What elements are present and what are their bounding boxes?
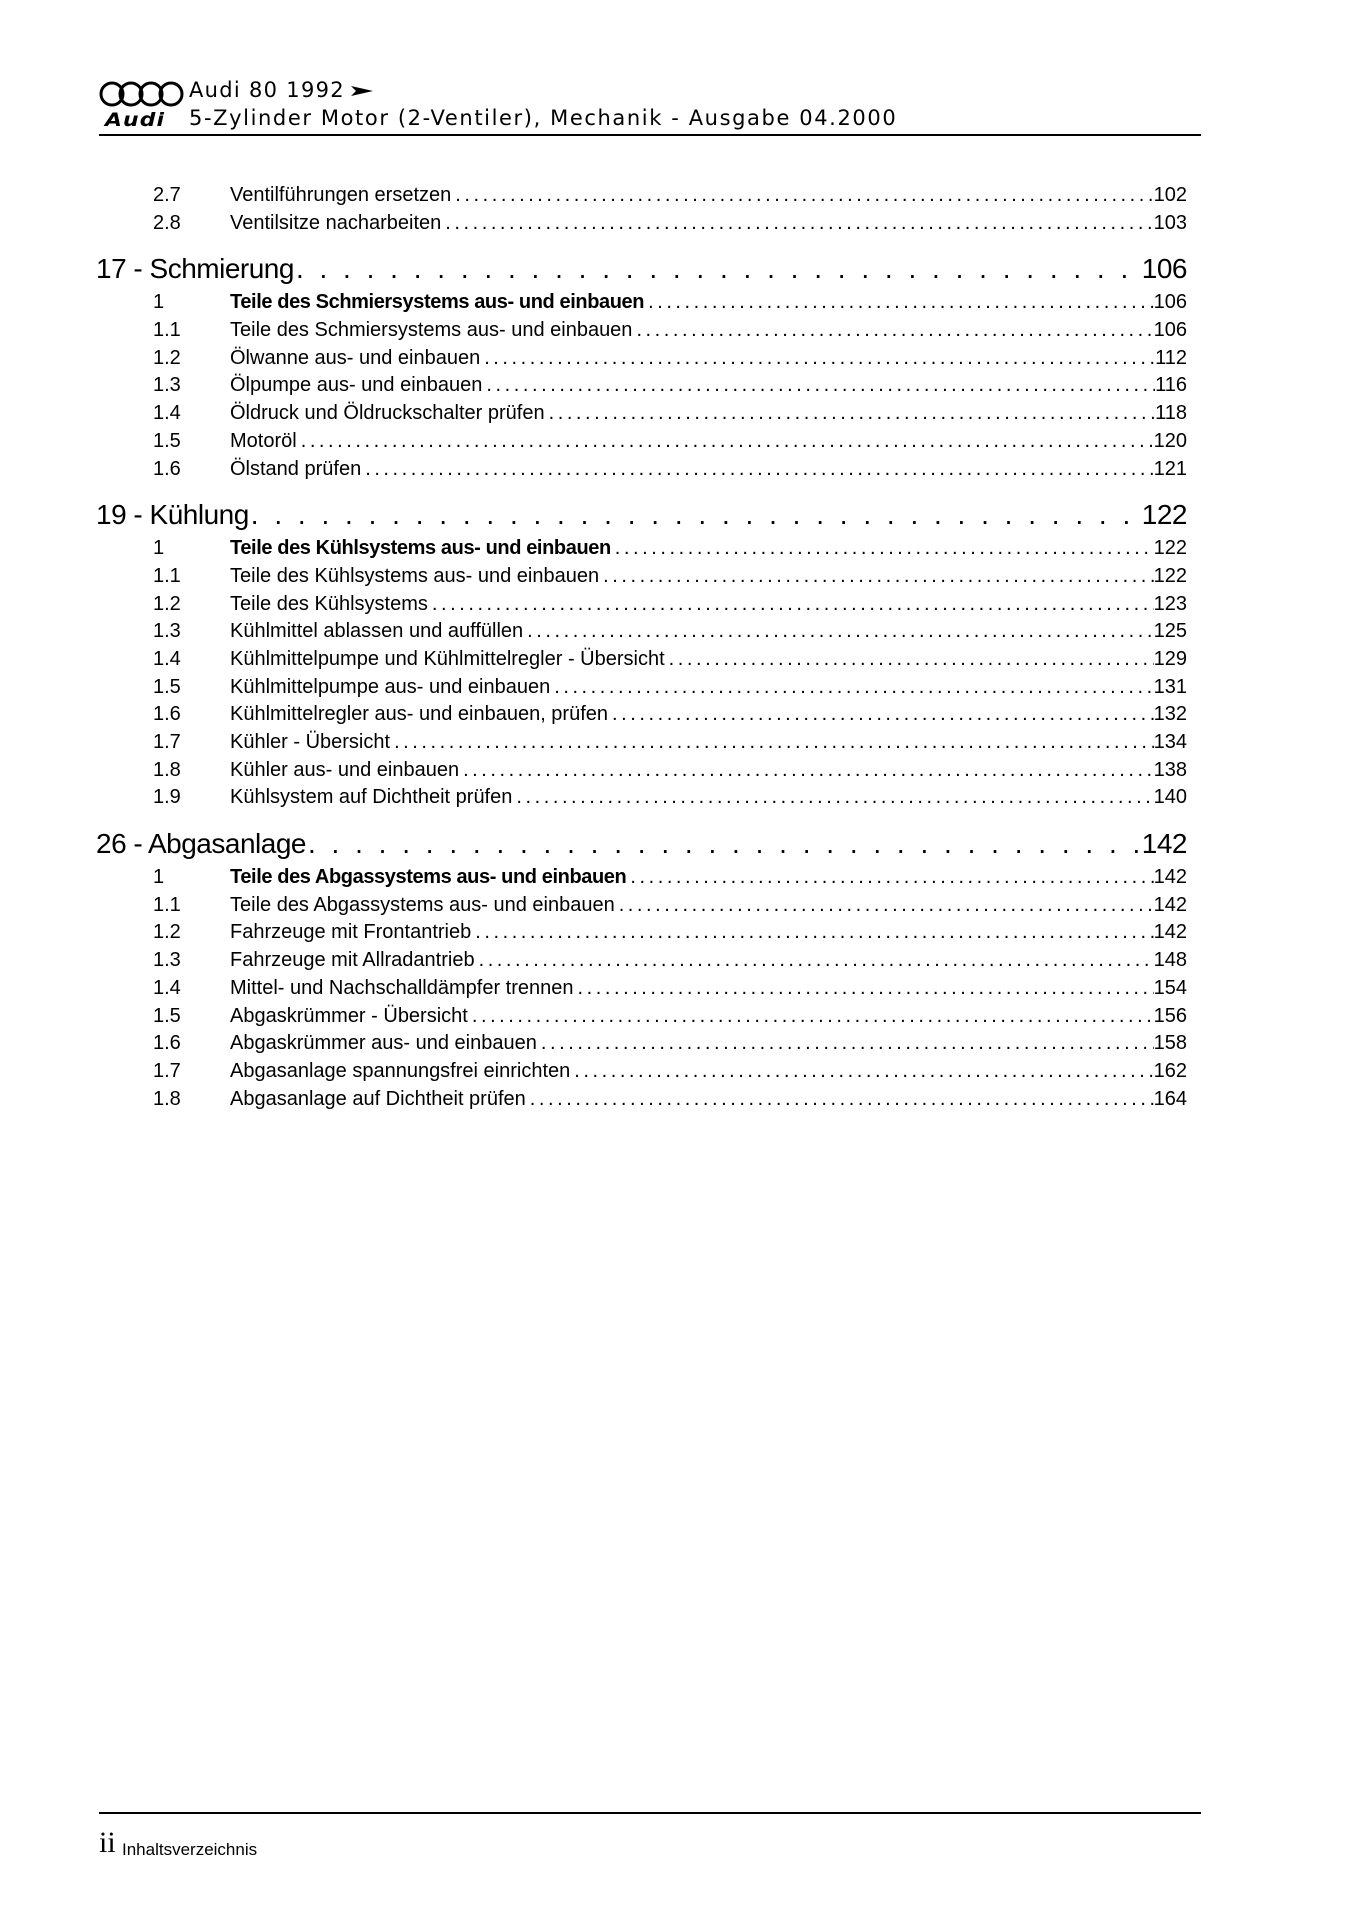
toc-entry[interactable] — [96, 374, 1187, 402]
toc-entry-title: Ölstand prüfen — [230, 457, 362, 480]
toc-entry-title: Kühlmittelpumpe aus- und einbauen — [230, 675, 551, 698]
toc-entry-number: 1.2 — [153, 346, 181, 369]
toc-page-number: 102 — [1153, 184, 1187, 206]
toc-entry-number: 1.3 — [153, 949, 181, 972]
dot-leader — [630, 866, 1153, 889]
table-of-contents — [96, 184, 1187, 1115]
toc-entry-number: 1.1 — [153, 319, 181, 342]
toc-entry[interactable] — [96, 402, 1187, 430]
dot-leader — [530, 1088, 1154, 1111]
toc-entry[interactable] — [96, 430, 1187, 458]
toc-entry-title: Teile des Abgassystems aus- und einbauen — [230, 866, 627, 889]
toc-entry-number: 1.3 — [153, 620, 181, 643]
toc-entry[interactable] — [96, 291, 1187, 319]
toc-chapter[interactable] — [96, 493, 1187, 537]
toc-entry-title: Fahrzeuge mit Frontantrieb — [230, 921, 472, 944]
toc-entry-number: 1.8 — [153, 758, 181, 781]
toc-page-number: 132 — [1153, 703, 1187, 726]
toc-entry-number: 1.5 — [153, 675, 181, 698]
toc-entry-title: Ölpumpe aus- und einbauen — [230, 374, 483, 397]
toc-page-number: 142 — [1153, 921, 1187, 944]
toc-entry[interactable] — [96, 703, 1187, 731]
page-header — [99, 78, 1201, 136]
toc-entry-number: 1 — [153, 291, 165, 314]
toc-entry[interactable] — [96, 1088, 1187, 1116]
toc-page-number: 106 — [1153, 319, 1187, 342]
toc-page-number: 103 — [1153, 211, 1187, 234]
toc-entry-title: Motoröl — [230, 429, 297, 452]
toc-entry[interactable] — [96, 759, 1187, 787]
toc-entry[interactable] — [96, 676, 1187, 704]
toc-chapter[interactable] — [96, 247, 1187, 291]
toc-entry-number: 1.4 — [153, 976, 181, 999]
dot-leader — [296, 253, 1142, 285]
dot-leader — [475, 921, 1153, 944]
toc-entry-title: Teile des Schmiersystems aus- und einbauen — [230, 291, 645, 314]
dot-leader — [574, 1060, 1153, 1083]
toc-entry[interactable] — [96, 184, 1187, 212]
audi-rings-logo — [99, 80, 185, 108]
toc-entry-title: Ventilführungen ersetzen — [230, 184, 452, 206]
toc-entry-number: 1.3 — [153, 374, 181, 397]
document-title-text: Audi 80 1992 — [189, 78, 345, 102]
toc-entry[interactable] — [96, 347, 1187, 375]
toc-entry-title: Öldruck und Öldruckschalter prüfen — [230, 402, 545, 425]
toc-entry[interactable] — [96, 319, 1187, 347]
toc-page-number: 138 — [1153, 758, 1187, 781]
toc-entry-number: 1.7 — [153, 1059, 181, 1082]
dot-leader — [394, 731, 1154, 754]
toc-page-number: 125 — [1153, 620, 1187, 643]
dot-leader — [251, 499, 1142, 531]
toc-entry[interactable] — [96, 1005, 1187, 1033]
dot-leader — [578, 977, 1154, 1000]
toc-entry-title: Teile des Kühlsystems — [230, 592, 428, 615]
toc-entry-number: 1.2 — [153, 921, 181, 944]
toc-entry-number: 1.7 — [153, 731, 181, 753]
footer-label: Inhaltsverzeichnis — [122, 1840, 258, 1859]
toc-entry-title: Abgaskrümmer aus- und einbauen — [230, 1032, 537, 1055]
toc-entry-number: 1.2 — [153, 592, 181, 615]
toc-page-number: 162 — [1153, 1059, 1187, 1082]
toc-entry-number: 1.9 — [153, 786, 181, 809]
toc-page-number: 106 — [1153, 291, 1187, 314]
toc-entry-title: Kühler - Übersicht — [230, 731, 391, 753]
dot-leader — [484, 347, 1155, 370]
toc-page-number: 123 — [1153, 592, 1187, 615]
toc-page-number: 164 — [1153, 1087, 1187, 1110]
toc-entry[interactable] — [96, 949, 1187, 977]
toc-entry-title: Kühlsystem auf Dichtheit prüfen — [230, 786, 513, 809]
toc-page-number: 148 — [1153, 949, 1187, 972]
toc-page-number: 122 — [1141, 499, 1187, 531]
toc-entry[interactable] — [96, 786, 1187, 814]
toc-entry-number: 1.4 — [153, 647, 181, 670]
toc-page-number: 140 — [1153, 786, 1187, 809]
toc-page-number: 154 — [1153, 976, 1187, 999]
toc-entry[interactable] — [96, 977, 1187, 1005]
toc-page-number: 142 — [1153, 866, 1187, 889]
toc-entry[interactable] — [96, 537, 1187, 565]
dot-leader — [463, 759, 1154, 782]
toc-entry-title: Kühlmittelpumpe und Kühlmittelregler - Übersicht — [230, 647, 665, 670]
toc-entry-title: Fahrzeuge mit Allradantrieb — [230, 949, 475, 972]
toc-entry-title: Kühlmittelregler aus- und einbauen, prüfen — [230, 703, 609, 726]
toc-chapter-title: 26 - Abgasanlage — [96, 828, 306, 860]
toc-entry-title: Kühler aus- und einbauen — [230, 758, 460, 781]
page-footer — [99, 1812, 1201, 1859]
dot-leader — [486, 374, 1155, 397]
toc-entry-title: Abgasanlage spannungsfrei einrichten — [230, 1059, 571, 1082]
toc-entry[interactable] — [96, 620, 1187, 648]
arrow-right-icon — [351, 84, 373, 98]
toc-chapter-title: 17 - Schmierung — [96, 253, 294, 285]
toc-entry-number: 2.8 — [153, 211, 181, 234]
dot-leader — [669, 648, 1154, 671]
toc-page-number: 142 — [1141, 828, 1187, 860]
toc-entry-number: 1.1 — [153, 893, 181, 916]
toc-entry-number: 1.6 — [153, 703, 181, 726]
document-subtitle: 5-Zylinder Motor (2-Ventiler), Mechanik - Ausgabe 04.2000 — [189, 106, 898, 130]
toc-entry[interactable] — [96, 458, 1187, 486]
dot-leader — [472, 1005, 1154, 1028]
toc-entry[interactable] — [96, 1032, 1187, 1060]
dot-leader — [301, 430, 1154, 453]
dot-leader — [612, 703, 1154, 726]
toc-entry-number: 1.4 — [153, 402, 181, 425]
toc-entry-number: 1.1 — [153, 564, 181, 587]
audi-wordmark: Audi — [105, 109, 166, 131]
toc-page-number: 158 — [1153, 1032, 1187, 1055]
toc-entry-number: 2.7 — [153, 184, 181, 206]
toc-entry-number: 1.6 — [153, 1032, 181, 1055]
toc-entry[interactable] — [96, 731, 1187, 759]
toc-entry-title: Kühlmittel ablassen und auffüllen — [230, 620, 524, 643]
toc-entry-title: Abgasanlage auf Dichtheit prüfen — [230, 1087, 526, 1110]
dot-leader — [432, 593, 1154, 616]
dot-leader — [455, 184, 1153, 207]
dot-leader — [516, 786, 1153, 809]
toc-page-number: 129 — [1153, 647, 1187, 670]
dot-leader — [365, 458, 1153, 481]
toc-entry-number: 1 — [153, 537, 165, 560]
dot-leader — [549, 402, 1156, 425]
toc-entry-number: 1 — [153, 866, 165, 889]
toc-page-number: 122 — [1153, 537, 1187, 560]
dot-leader — [615, 537, 1154, 560]
dot-leader — [603, 565, 1154, 588]
toc-page-number: 106 — [1141, 253, 1187, 285]
toc-page-number: 112 — [1155, 346, 1187, 369]
document-title — [189, 78, 373, 102]
dot-leader — [527, 620, 1153, 643]
toc-page-number: 122 — [1153, 564, 1187, 587]
dot-leader — [479, 949, 1154, 972]
toc-entry[interactable] — [96, 565, 1187, 593]
toc-entry-number: 1.5 — [153, 1004, 181, 1027]
dot-leader — [636, 319, 1153, 342]
toc-entry-title: Teile des Abgassystems aus- und einbauen — [230, 893, 615, 916]
toc-page-number: 134 — [1153, 731, 1187, 753]
page-number: ii — [99, 1826, 116, 1859]
toc-page-number: 118 — [1155, 402, 1187, 425]
toc-page-number: 116 — [1155, 374, 1187, 397]
dot-leader — [619, 894, 1154, 917]
dot-leader — [445, 212, 1153, 235]
toc-entry-title: Teile des Schmiersystems aus- und einbauen — [230, 319, 633, 342]
toc-entry[interactable] — [96, 1060, 1187, 1088]
toc-entry-number: 1.6 — [153, 457, 181, 480]
toc-entry[interactable] — [96, 212, 1187, 240]
toc-entry-number: 1.8 — [153, 1087, 181, 1110]
toc-entry-title: Teile des Kühlsystems aus- und einbauen — [230, 564, 600, 587]
toc-entry[interactable] — [96, 648, 1187, 676]
toc-entry-title: Mittel- und Nachschalldämpfer trennen — [230, 976, 574, 999]
toc-page-number: 131 — [1153, 675, 1187, 698]
toc-entry-title: Abgaskrümmer - Übersicht — [230, 1004, 468, 1027]
dot-leader — [308, 828, 1142, 860]
toc-entry[interactable] — [96, 894, 1187, 922]
toc-page-number: 156 — [1153, 1004, 1187, 1027]
toc-entry-number: 1.5 — [153, 429, 181, 452]
toc-page-number: 120 — [1153, 429, 1187, 452]
toc-entry[interactable] — [96, 921, 1187, 949]
toc-entry[interactable] — [96, 593, 1187, 621]
toc-chapter-title: 19 - Kühlung — [96, 499, 249, 531]
dot-leader — [648, 291, 1154, 314]
toc-chapter[interactable] — [96, 822, 1187, 866]
toc-page-number: 121 — [1153, 457, 1187, 480]
toc-entry-title: Ventilsitze nacharbeiten — [230, 211, 442, 234]
toc-entry[interactable] — [96, 866, 1187, 894]
toc-entry-title: Ölwanne aus- und einbauen — [230, 346, 481, 369]
toc-page-number: 142 — [1153, 893, 1187, 916]
toc-entry-title: Teile des Kühlsystems aus- und einbauen — [230, 537, 611, 560]
dot-leader — [554, 676, 1153, 699]
dot-leader — [541, 1032, 1154, 1055]
